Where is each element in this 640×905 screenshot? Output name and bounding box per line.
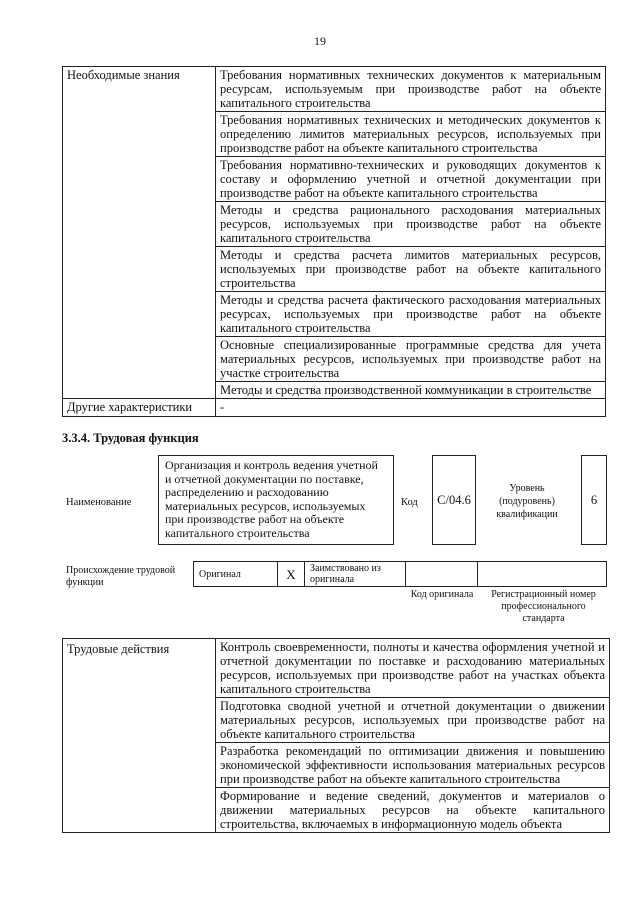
- knowledge-item: Требования нормативно-технических и руководящих документов к составу и оформлению учетной и отчетной документации при производстве работ на объекте капитального строительства: [216, 157, 606, 202]
- original-code-cell: [406, 562, 478, 587]
- knowledge-item: Методы и средства расчета фактического расходования материальных ресурсах, используемых при производстве работ на объекте капитального строительства: [216, 292, 606, 337]
- code-label: Код: [401, 497, 418, 508]
- registration-number-cell: [478, 562, 607, 587]
- knowledge-table: [62, 66, 606, 417]
- original-mark: X: [278, 562, 305, 587]
- knowledge-item: Требования нормативных технических и методических документов к определению лимитов материальных ресурсов, используемых при производстве работ на объекте капитального строительства: [216, 112, 606, 157]
- other-characteristics-value: -: [216, 399, 606, 417]
- labor-action-item: Контроль своевременности, полноты и качества оформления учетной и отчетной документации по поставке и расходованию материальных ресурсов, используемых при производстве работ на участках объекта капитального строительства: [216, 639, 610, 698]
- knowledge-item: Методы и средства производственной коммуникации в строительстве: [216, 382, 606, 399]
- knowledge-item: Основные специализированные программные средства для учета материальных ресурсов, используемых при производстве работ на участке строительства: [216, 337, 606, 382]
- name-label: Наименование: [66, 497, 132, 508]
- knowledge-item: Методы и средства расчета лимитов материальных ресурсов, используемых при производстве работ на объекте капитального строительства: [216, 247, 606, 292]
- origin-label: Происхождение трудовой функции: [66, 565, 176, 588]
- origin-row: [193, 561, 607, 587]
- labor-actions-table: [62, 638, 610, 833]
- section-title: 3.3.4. Трудовая функция: [62, 431, 199, 445]
- caption-code: Код оригинала: [410, 589, 474, 600]
- original-label: Оригинал: [194, 562, 278, 587]
- labor-action-item: Подготовка сводной учетной и отчетной документации о движении материальных ресурсов, используемых при производстве работ на объекте капитального строительства: [216, 698, 610, 743]
- caption-registration: Регистрационный номер профессионального стандарта: [491, 589, 596, 624]
- page-number: 19: [314, 34, 326, 48]
- labor-action-item: Формирование и ведение сведений, документов и материалов о движении материальных ресурсов на объекте капитального строительства, включаемых в информационную модель объекта: [216, 788, 610, 833]
- labor-actions-label: Трудовые действия: [63, 639, 216, 833]
- labor-action-item: Разработка рекомендаций по оптимизации движения и повышению экономической эффективности использования материальных ресурсов при производстве работ на объекте капитального строительства: [216, 743, 610, 788]
- borrowed-label: Заимствовано из оригинала: [305, 562, 406, 587]
- function-name: Организация и контроль ведения учетной и отчетной документации по поставке, распределению и расходованию материальных ресурсов, используемых при производстве работ на объекте капитального строительства: [158, 455, 394, 545]
- other-characteristics-label: Другие характеристики: [63, 399, 216, 417]
- function-code: C/04.6: [432, 455, 476, 545]
- knowledge-item: Методы и средства рационального расходования материальных ресурсов, используемых при производстве работ на объекте капитального строительства: [216, 202, 606, 247]
- qualification-level: 6: [581, 455, 607, 545]
- knowledge-label: Необходимые знания: [63, 67, 216, 399]
- level-label: Уровень (подуровень) квалификации: [496, 483, 558, 520]
- knowledge-item: Требования нормативных технических документов к материальным ресурсам, используемым при производстве работ на объекте капитального строительства: [216, 67, 606, 112]
